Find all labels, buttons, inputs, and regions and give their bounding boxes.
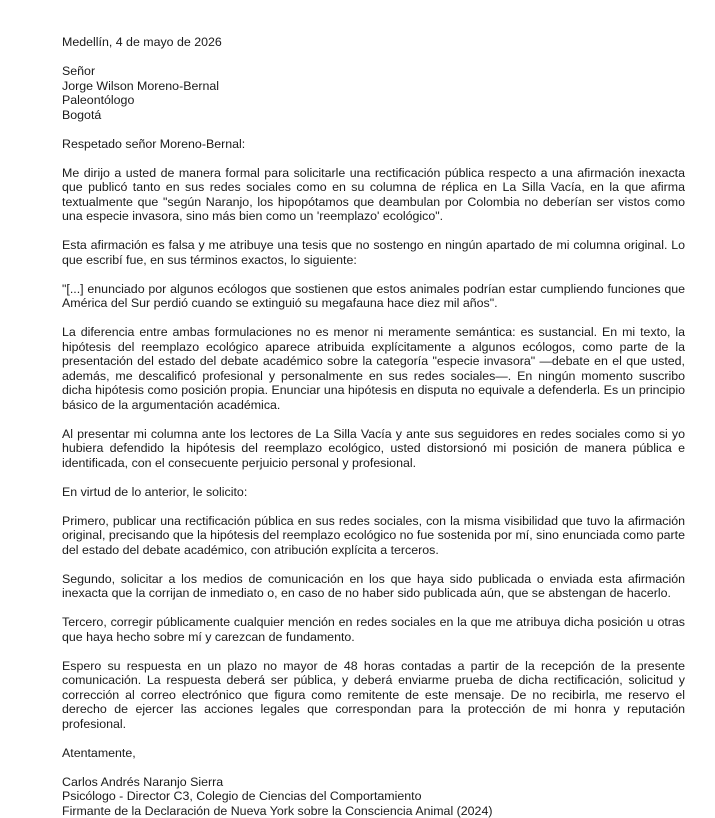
letter-date: Medellín, 4 de mayo de 2026 xyxy=(62,35,685,50)
original-quote: "[...] enunciado por algunos ecólogos que sostienen que estos animales podrían estar cumpliendo funciones que América del Sur perdió cuando se extinguió su megafauna hace diez mil años". xyxy=(62,282,685,311)
signature-block xyxy=(62,775,685,818)
request-third: Tercero, corregir públicamente cualquier mención en redes sociales en la que me atribuya dicha posición u otras que haya hecho sobre mí y carezcan de fundamento. xyxy=(62,615,685,644)
recipient-name: Jorge Wilson Moreno-Bernal xyxy=(62,79,685,94)
salutation: Respetado señor Moreno-Bernal: xyxy=(62,137,685,152)
signature-name: Carlos Andrés Naranjo Sierra xyxy=(62,775,685,790)
paragraph-difference: La diferencia entre ambas formulaciones no es menor ni meramente semántica: es sustancial. En mi texto, la hipótesis del reemplazo ecológico aparece atribuida explícitamente a algunos ecólogos, como parte de la presentación del estado del debate académico sobre la categoría "especie invasora" —debate en el que usted, además, me descalificó profesional y personalmente en sus redes sociales—. En ningún momento suscribo dicha hipótesis como posición propia. Enunciar una hipótesis en disputa no equivale a defenderla. Es un principio básico de la argumentación académica. xyxy=(62,325,685,412)
request-first: Primero, publicar una rectificación pública en sus redes sociales, con la misma visibilidad que tuvo la afirmación original, precisando que la hipótesis del reemplazo ecológico no fue sostenida por mí, sino enunciada como parte del estado del debate académico, con atribución explícita a terceros. xyxy=(62,514,685,558)
request-second: Segundo, solicitar a los medios de comunicación en los que haya sido publicada o enviada esta afirmación inexacta que la corrijan de inmediato o, en caso de no haber sido publicada aún, que se abstengan de hacerlo. xyxy=(62,572,685,601)
recipient-block xyxy=(62,64,685,122)
paragraph-request-intro: En virtud de lo anterior, le solicito: xyxy=(62,485,685,500)
paragraph-distortion: Al presentar mi columna ante los lectores de La Silla Vacía y ante sus seguidores en redes sociales como si yo hubiera defendido la hipótesis del reemplazo ecológico, usted distorsionó mi posición de manera pública e identificada, con el consecuente perjuicio personal y profesional. xyxy=(62,427,685,471)
closing: Atentamente, xyxy=(62,746,685,761)
recipient-profession: Paleontólogo xyxy=(62,93,685,108)
recipient-title: Señor xyxy=(62,64,685,79)
paragraph-claim-false: Esta afirmación es falsa y me atribuye una tesis que no sostengo en ningún apartado de mi columna original. Lo que escribí fue, en sus términos exactos, lo siguiente: xyxy=(62,238,685,267)
signature-note: Firmante de la Declaración de Nueva York sobre la Consciencia Animal (2024) xyxy=(62,804,685,818)
paragraph-intro: Me dirijo a usted de manera formal para solicitarle una rectificación pública respecto a una afirmación inexacta que publicó tanto en sus redes sociales como en su columna de réplica en La Silla Vacía, en la que afirma textualmente que "según Naranjo, los hipopótamos que deambulan por Colombia no deberían ser vistos como una especie invasora, sino más bien como un 'reemplazo' ecológico". xyxy=(62,166,685,224)
recipient-city: Bogotá xyxy=(62,108,685,123)
signature-role: Psicólogo - Director C3, Colegio de Ciencias del Comportamiento xyxy=(62,789,685,804)
paragraph-deadline: Espero su respuesta en un plazo no mayor de 48 horas contadas a partir de la recepción de la presente comunicación. La respuesta deberá ser pública, y deberá enviarme prueba de dicha rectificación, solicitud y corrección al correo electrónico que figura como remitente de este mensaje. De no recibirla, me reservo el derecho de ejercer las acciones legales que correspondan para la protección de mi honra y reputación profesional. xyxy=(62,659,685,732)
